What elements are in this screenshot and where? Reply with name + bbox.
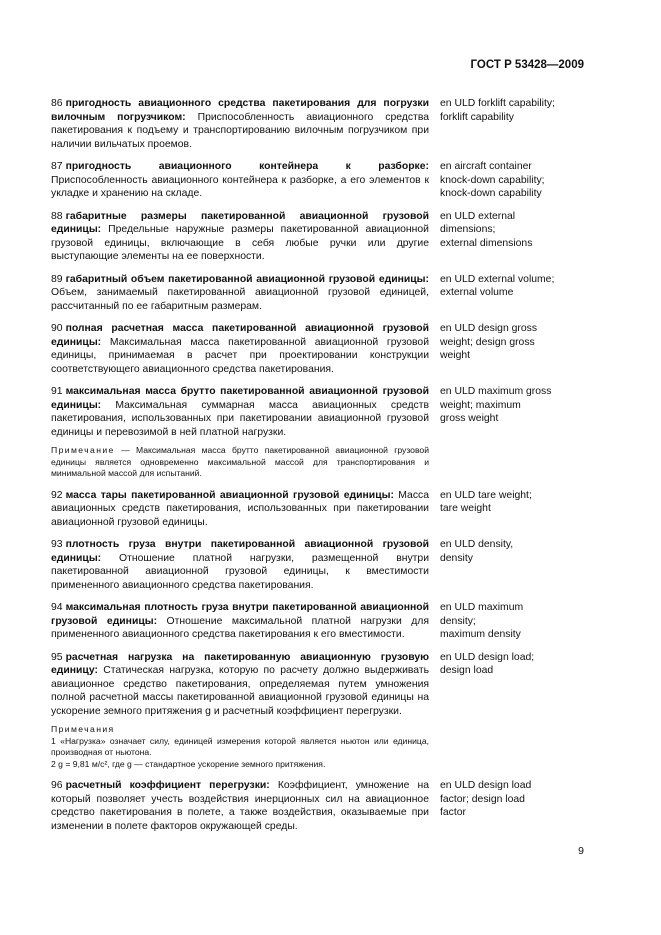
english-line: knock-down capability; <box>440 174 545 186</box>
english-line: tare weight <box>440 503 491 514</box>
english-line: en ULD external volume; <box>440 273 555 285</box>
english-line: maximum density <box>440 629 521 640</box>
note-text: 1 «Нагрузка» означает силу, единицей измерения которой является ньютон или единица, производная от ньютона. <box>51 735 429 757</box>
term-number: 88 <box>51 210 63 222</box>
english-line: density <box>440 552 473 564</box>
term-english <box>440 273 591 314</box>
term-definition: Статическая нагрузка, которую по расчету должно выдерживать авиационное средство пакетирования, определяемая путем умножения полной расчетной массы пакетированной авиационной грузовой единицы на ускорение земного притяжения g и расчетный коэффициент перегрузки. <box>51 665 429 717</box>
term-definition: Масса авиационных средств пакетирования, использованных при пакетировании авиационной грузовой единицы. <box>51 489 429 528</box>
english-line: gross weight <box>440 413 499 424</box>
english-line: factor <box>440 807 466 818</box>
english-line: en ULD tare weight; <box>440 489 532 501</box>
page-number: 9 <box>578 845 584 857</box>
term-entry <box>51 651 591 771</box>
term-english <box>440 538 591 592</box>
english-line: design load <box>440 665 494 676</box>
term-definition-ru <box>51 97 429 151</box>
term-entry <box>51 538 591 592</box>
term-definition-ru <box>51 385 429 480</box>
term-number: 87 <box>51 161 63 172</box>
term-english <box>440 385 591 480</box>
term-entry <box>51 601 591 642</box>
term-english <box>440 210 591 264</box>
term-definition-ru <box>51 651 429 771</box>
english-line: dimensions; <box>440 224 496 235</box>
term-definition: Объем, занимаемый пакетированной авиационной грузовой единицей, рассчитанный по ее габаритным размерам. <box>51 287 429 312</box>
english-line: en ULD design load <box>440 780 532 791</box>
term-definition-ru <box>51 538 429 592</box>
term-number: 96 <box>51 780 63 791</box>
term-entry <box>51 385 591 480</box>
english-line: density; <box>440 615 476 627</box>
term-number: 93 <box>51 539 63 550</box>
term-note <box>51 724 429 770</box>
term-name: пригодность авиационного контейнера к разборке: <box>65 161 429 172</box>
document-header: ГОСТ Р 53428—2009 <box>470 59 584 71</box>
term-definition-ru <box>51 322 429 376</box>
term-entry <box>51 779 591 833</box>
term-english <box>440 160 591 201</box>
term-english <box>440 97 591 151</box>
term-name: максимальная плотность груза внутри пакетированной авиационной грузовой единицы: <box>51 602 429 627</box>
term-english <box>440 322 591 376</box>
english-line: en ULD forklift capability; <box>440 98 555 109</box>
term-number: 90 <box>51 323 63 334</box>
note-label: Примечания <box>51 724 115 734</box>
term-name: габаритные размеры пакетированной авиационной грузовой единицы: <box>51 210 429 235</box>
english-line: factor; design load <box>440 793 525 805</box>
term-english <box>440 601 591 642</box>
term-number: 91 <box>51 386 63 397</box>
english-line: en aircraft container <box>440 161 532 172</box>
term-note <box>51 445 429 480</box>
english-line: weight; design gross <box>440 336 535 348</box>
english-line: weight; maximum <box>440 399 521 411</box>
term-entries <box>51 97 591 842</box>
english-line: forklift capability <box>440 111 514 123</box>
term-name: масса тары пакетированной авиационной грузовой единицы: <box>65 489 394 501</box>
term-number: 89 <box>51 273 63 285</box>
term-entry <box>51 273 591 314</box>
english-line: external dimensions <box>440 237 533 249</box>
term-number: 95 <box>51 651 63 663</box>
english-line: en ULD density, <box>440 539 514 550</box>
term-definition: Приспособленность авиационного средства пакетирования к подъему и транспортированию вилочным погрузчиком при наличии вильчатых проемов. <box>51 111 430 150</box>
term-definition: Коэффициент, умножение на который позволяет учесть воздействия инерционных сил на авиационное средство пакетирования в полете, а также воздействия, оказываемые при изменении в полете факторов окружающей среды. <box>51 780 429 832</box>
english-line: en ULD design load; <box>440 651 535 663</box>
term-definition-ru <box>51 489 429 530</box>
term-name: пригодность авиационного средства пакетирования для погрузки вилочным погрузчиком: <box>51 98 429 123</box>
term-definition-ru <box>51 273 429 314</box>
term-entry <box>51 160 591 201</box>
term-definition: Отношение максимальной платной нагрузки для примененного авиационного средства пакетирования к его вместимости. <box>51 615 429 640</box>
term-definition-ru <box>51 601 429 642</box>
note-label: Примечание <box>51 445 115 455</box>
english-line: weight <box>440 350 471 361</box>
term-number: 86 <box>51 98 63 109</box>
english-line: en ULD design gross <box>440 323 538 334</box>
english-line: external volume <box>440 287 514 298</box>
term-entry <box>51 322 591 376</box>
term-number: 94 <box>51 602 63 613</box>
term-english <box>440 489 591 530</box>
note-text: — Максимальная масса брутто пакетированной авиационной грузовой единицы является одновременно максимальной массой для транспортирования и минимальной массой для испытаний. <box>51 445 430 478</box>
english-line: en ULD maximum <box>440 602 524 613</box>
term-english <box>440 779 591 833</box>
term-name: плотность груза внутри пакетированной авиационной грузовой единицы: <box>51 539 429 564</box>
term-definition: Максимальная масса пакетированной авиационной грузовой единицы, принимаемая в расчет при проектировании конструкции соответствующего авиационного средства пакетирования. <box>51 336 429 375</box>
term-entry <box>51 489 591 530</box>
term-definition: Приспособленность авиационного контейнера к разборке, а его элементов к укладке и хранению на складе. <box>51 174 429 199</box>
term-definition: Максимальная суммарная масса авиационных средств пакетирования, использованных при пакетировании авиационной грузовой единицы и перевозимой в ней платной нагрузки. <box>51 399 429 438</box>
term-definition: Отношение платной нагрузки, размещенной внутри пакетированной авиационной грузовой единицы, к вместимости примененного авиационного средства пакетирования. <box>51 552 429 591</box>
term-number: 92 <box>51 489 63 501</box>
note-text: 2 g = 9,81 м/с², где g — стандартное ускорение земного притяжения. <box>51 758 326 769</box>
term-name: расчетный коэффициент перегрузки: <box>65 780 270 791</box>
english-line: en ULD external <box>440 210 516 222</box>
term-definition-ru <box>51 779 429 833</box>
term-name: максимальная масса брутто пакетированной авиационной грузовой единицы: <box>51 386 429 411</box>
english-line: en ULD maximum gross <box>440 386 552 397</box>
term-name: полная расчетная масса пакетированной авиационной грузовой единицы: <box>51 323 429 348</box>
term-name: габаритный объем пакетированной авиационной грузовой единицы: <box>65 273 429 285</box>
term-definition-ru <box>51 210 429 264</box>
term-entry <box>51 97 591 151</box>
term-definition-ru <box>51 160 429 201</box>
english-line: knock-down capability <box>440 188 542 199</box>
term-definition: Предельные наружные размеры пакетированной авиационной грузовой единицы, включающие в себя любые ручки или другие выступающие элементы на ее поверхности. <box>51 224 429 262</box>
term-entry <box>51 210 591 264</box>
term-name: расчетная нагрузка на пакетированную авиационную грузовую единицу: <box>51 651 429 676</box>
term-english <box>440 651 591 771</box>
